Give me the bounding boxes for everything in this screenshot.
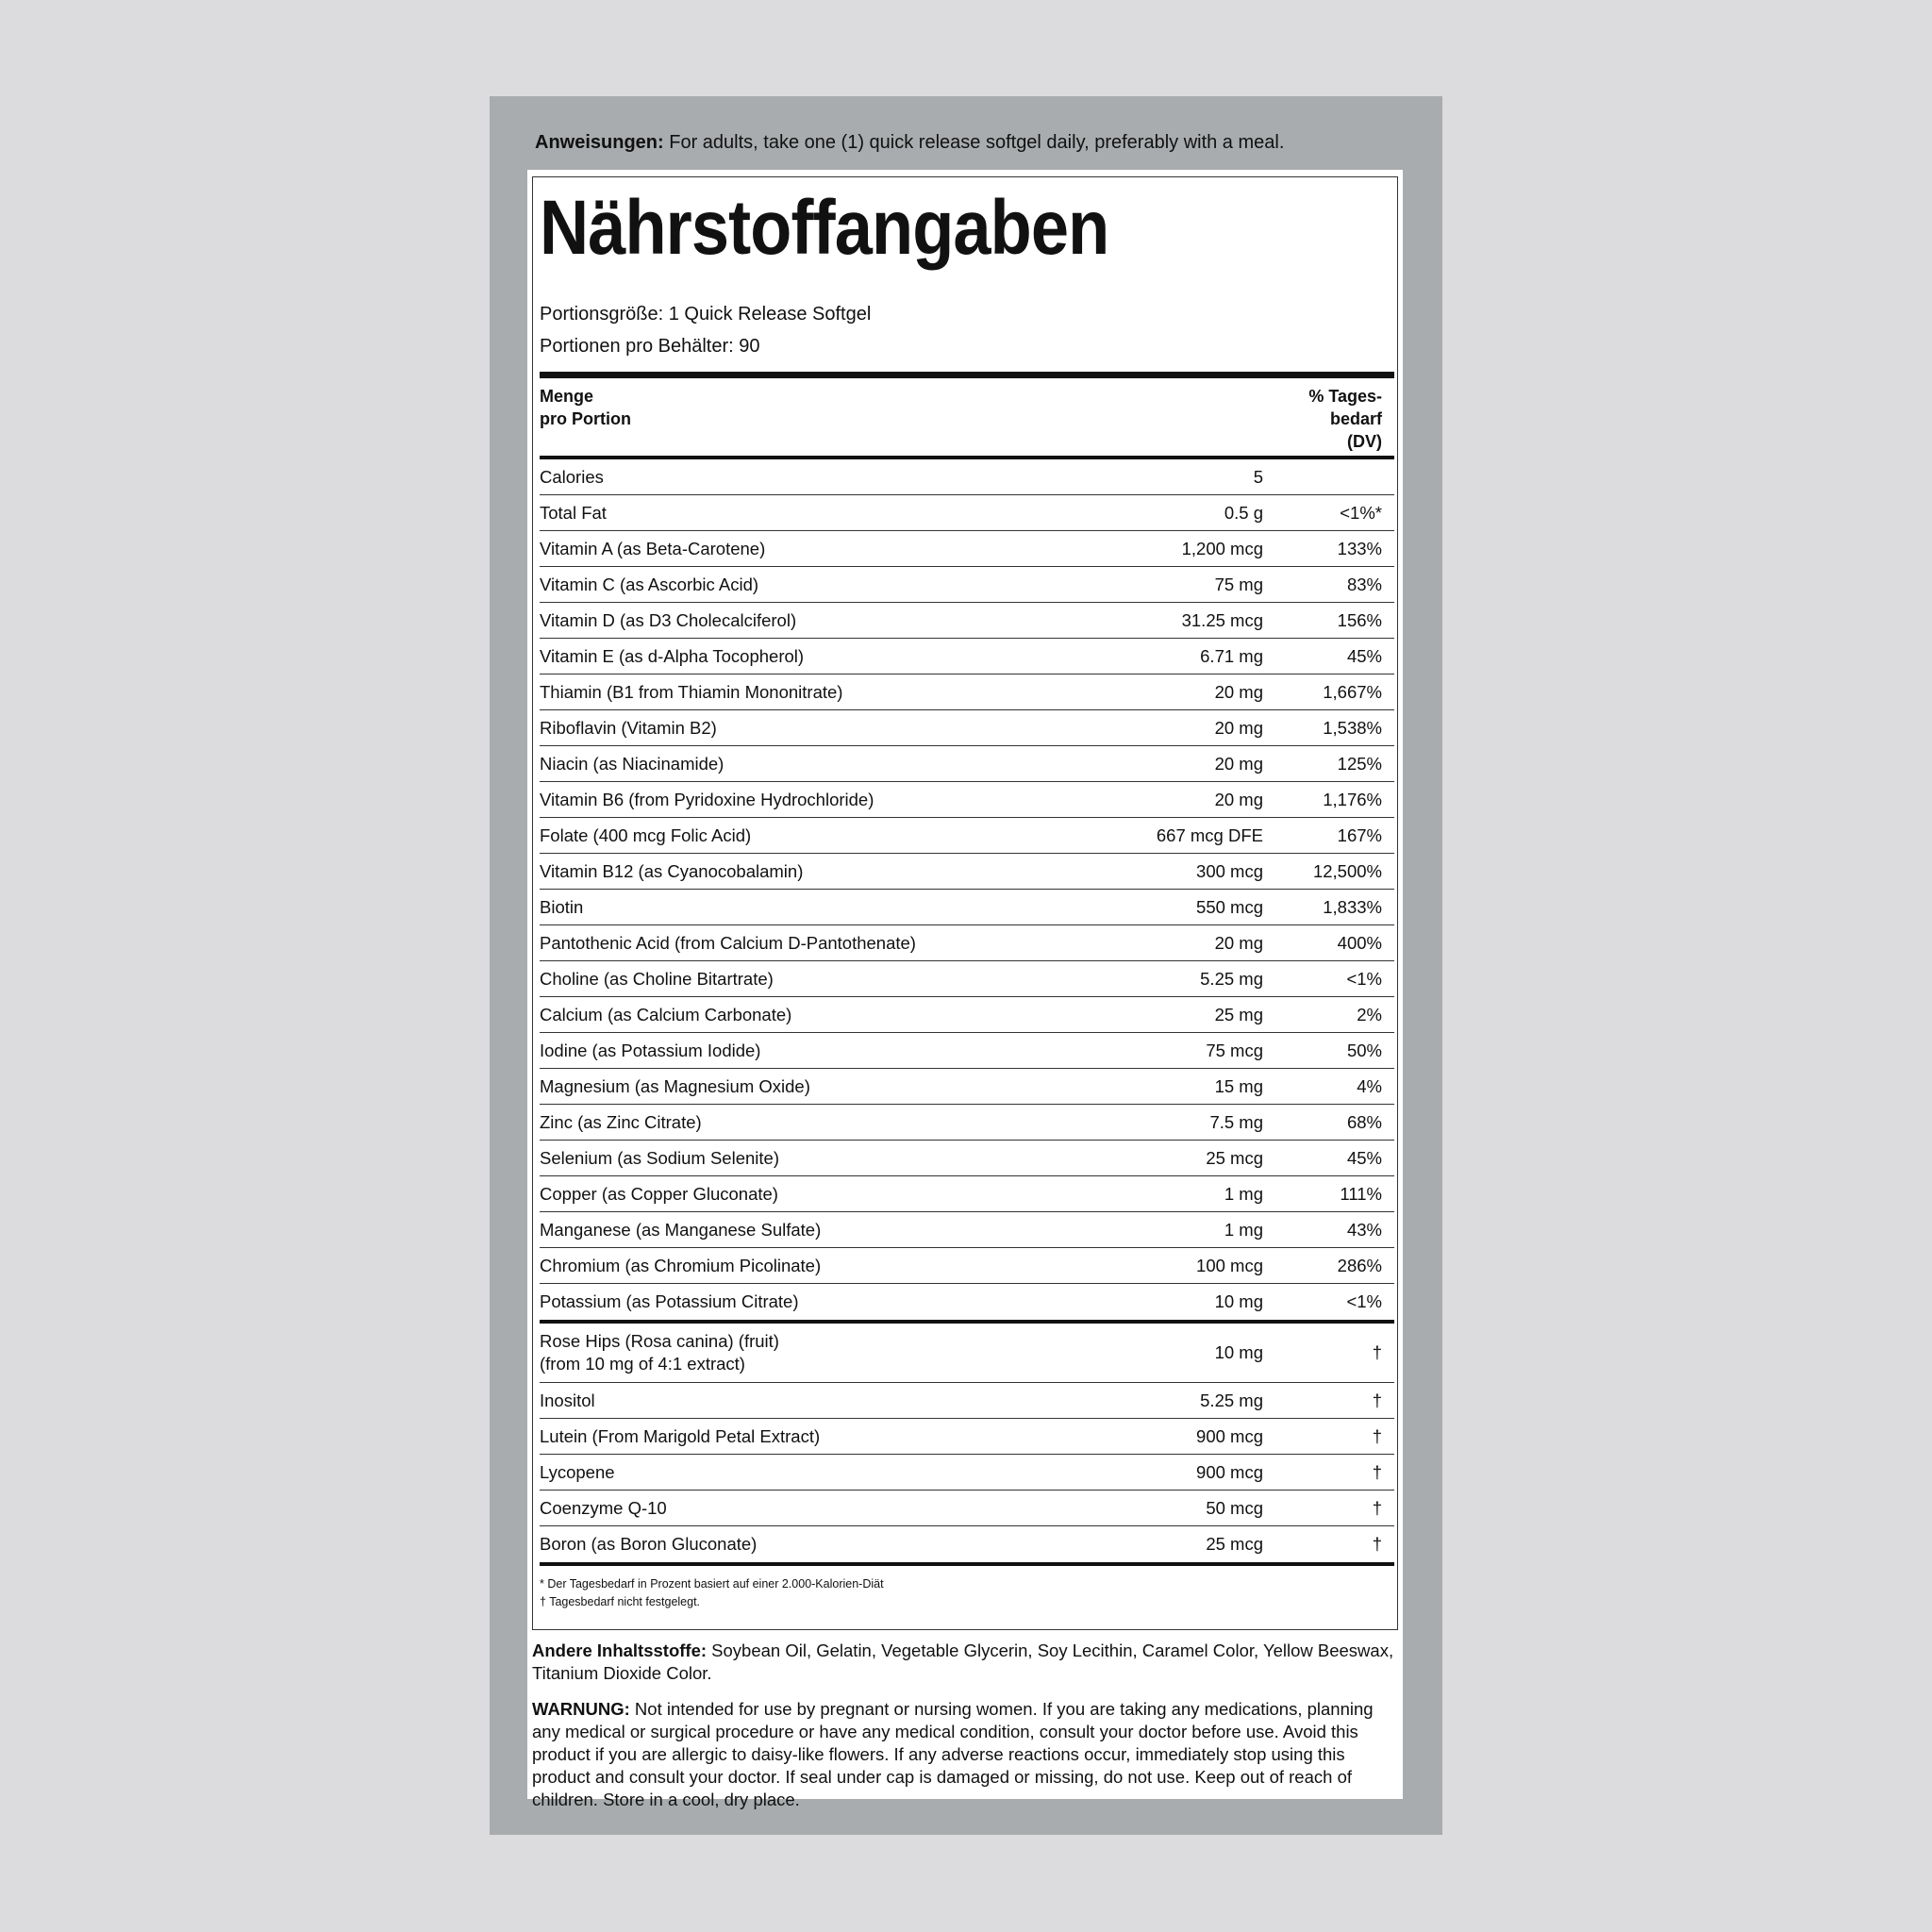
nutrient-row [540, 782, 1394, 818]
directions-text: For adults, take one (1) quick release softgel daily, preferably with a meal. [663, 132, 1285, 153]
nutrient-name [540, 896, 1074, 919]
nutrient-row [540, 1455, 1394, 1491]
nutrient-name-line: Zinc (as Zinc Citrate) [540, 1111, 702, 1132]
nutrient-amount: 20 mg [1214, 932, 1263, 953]
other-ingredients-label: Andere Inhaltsstoffe: [532, 1641, 708, 1660]
nutrient-amount: 25 mg [1214, 1004, 1263, 1024]
nutrient-name-line-2: (from 10 mg of 4:1 extract) [540, 1354, 745, 1374]
nutrient-amount: 900 mcg [1196, 1461, 1263, 1482]
nutrient-daily-value: 1,833% [1323, 896, 1382, 917]
nutrient-name-line: Calories [540, 466, 604, 487]
nutrient-amount: 25 mcg [1206, 1147, 1263, 1168]
nutrient-name-line: Total Fat [540, 502, 607, 523]
header-amount [540, 385, 631, 456]
header-daily-value [1308, 385, 1394, 456]
nutrient-amount: 20 mg [1214, 789, 1263, 809]
nutrient-name-line: Vitamin B12 (as Cyanocobalamin) [540, 860, 804, 881]
footnote-not-established: † Tagesbedarf nicht festgelegt. [540, 1595, 701, 1608]
warning-label: WARNUNG: [532, 1699, 630, 1719]
nutrient-name [540, 1255, 1074, 1277]
nutrient-daily-value: † [1372, 1534, 1382, 1554]
nutrient-row [540, 675, 1394, 710]
nutrient-name [540, 1004, 1074, 1026]
nutrient-name-line: Riboflavin (Vitamin B2) [540, 717, 717, 738]
nutrient-name-line: Lycopene [540, 1461, 615, 1482]
nutrient-daily-value: 45% [1346, 645, 1382, 666]
nutrient-name-line: Vitamin E (as d-Alpha Tocopherol) [540, 645, 805, 666]
nutrition-facts-inner [540, 177, 1394, 1611]
nutrient-row [540, 603, 1394, 639]
nutrient-name [540, 1183, 1074, 1206]
nutrient-amount: 6.71 mg [1200, 645, 1263, 666]
bottom-rule [540, 1562, 1394, 1566]
header-amount-line-2: pro Portion [540, 409, 631, 428]
nutrient-amount: 15 mg [1214, 1075, 1263, 1096]
nutrient-name [540, 1461, 1074, 1484]
nutrient-amount: 25 mcg [1206, 1534, 1263, 1554]
nutrient-amount: 31.25 mcg [1181, 609, 1263, 630]
nutrient-row [540, 961, 1394, 997]
nutrient-daily-value: † [1372, 1497, 1382, 1518]
nutrient-row [540, 1491, 1394, 1526]
nutrient-name-line: Choline (as Choline Bitartrate) [540, 968, 774, 989]
nutrient-amount: 20 mg [1214, 681, 1263, 702]
nutrient-name-line: Boron (as Boron Gluconate) [540, 1534, 758, 1554]
nutrient-name-line: Vitamin C (as Ascorbic Acid) [540, 574, 759, 594]
nutrient-name-line: Folate (400 mcg Folic Acid) [540, 824, 752, 845]
other-ingredients-text: Soybean Oil, Gelatin, Vegetable Glycerin, Soy Lecithin, Caramel Color, Yellow Beeswax, Titanium Dioxide Color. [532, 1641, 1394, 1683]
nutrient-row [540, 1324, 1394, 1383]
nutrient-amount: 75 mg [1214, 574, 1263, 594]
nutrient-name [540, 466, 1074, 489]
thick-rule [540, 372, 1394, 378]
nutrient-name [540, 1219, 1074, 1241]
nutrient-name-line: Selenium (as Sodium Selenite) [540, 1147, 779, 1168]
warning-text: Not intended for use by pregnant or nursing women. If you are taking any medications, planning any medical or surgical procedure or have any medical condition, consult your doctor before use. Avoid this product if you are allergic to daisy-like flowers. If any adverse reactions occur, immediately stop using this product and consult your doctor. If seal under cap is damaged or missing, do not use. Keep out of reach of children. Store in a cool, dry place. [532, 1699, 1374, 1809]
header-dv-line-1: % Tages- [1308, 387, 1382, 406]
nutrient-row [540, 854, 1394, 890]
nutrient-daily-value: 68% [1346, 1111, 1382, 1132]
nutrient-daily-value: 1,176% [1323, 789, 1382, 809]
nutrient-daily-value: 43% [1346, 1219, 1382, 1240]
nutrient-name [540, 753, 1074, 775]
nutrient-amount: 300 mcg [1196, 860, 1263, 881]
nutrient-row [540, 890, 1394, 925]
nutrient-name [540, 574, 1074, 596]
nutrient-name-line: Vitamin B6 (from Pyridoxine Hydrochloride) [540, 789, 874, 809]
nutrient-name [540, 1291, 1074, 1313]
nutrient-amount: 667 mcg DFE [1156, 824, 1263, 845]
nutrient-daily-value: 45% [1346, 1147, 1382, 1168]
nutrient-row [540, 459, 1394, 495]
nutrient-amount: 1 mg [1224, 1183, 1263, 1204]
nutrient-row [540, 567, 1394, 603]
nutrient-name [540, 1390, 1074, 1412]
nutrient-amount: 100 mcg [1196, 1255, 1263, 1275]
nutrient-name [540, 968, 1074, 991]
nutrient-amount: 20 mg [1214, 717, 1263, 738]
nutrient-name-line: Chromium (as Chromium Picolinate) [540, 1255, 822, 1275]
nutrient-name [540, 1147, 1074, 1170]
nutrient-row [540, 746, 1394, 782]
nutrient-daily-value: <1% [1346, 968, 1382, 989]
nutrient-amount: 5.25 mg [1200, 968, 1263, 989]
nutrient-amount: 550 mcg [1196, 896, 1263, 917]
nutrient-amount: 7.5 mg [1209, 1111, 1263, 1132]
nutrient-name-line: Niacin (as Niacinamide) [540, 753, 724, 774]
nutrient-name [540, 1330, 1074, 1375]
nutrient-name-line: Lutein (From Marigold Petal Extract) [540, 1425, 821, 1446]
nutrient-name-line: Vitamin A (as Beta-Carotene) [540, 538, 766, 558]
nutrient-name [540, 502, 1074, 525]
nutrient-amount: 900 mcg [1196, 1425, 1263, 1446]
servings-per-container: Portionen pro Behälter: 90 [540, 336, 760, 357]
nutrient-daily-value: <1%* [1340, 502, 1382, 523]
nutrient-daily-value: † [1372, 1390, 1382, 1410]
nutrient-daily-value: † [1372, 1425, 1382, 1446]
nutrient-name-line: Coenzyme Q-10 [540, 1497, 667, 1518]
nutrient-daily-value: 133% [1337, 538, 1382, 558]
nutrient-daily-value: 286% [1337, 1255, 1382, 1275]
nutrient-name-line: Magnesium (as Magnesium Oxide) [540, 1075, 810, 1096]
nutrient-name [540, 1111, 1074, 1134]
nutrient-daily-value: 4% [1357, 1075, 1382, 1096]
nutrient-row [540, 495, 1394, 531]
nutrient-daily-value: 125% [1337, 753, 1382, 774]
directions [535, 128, 1422, 157]
nutrient-name-line: Pantothenic Acid (from Calcium D-Pantothenate) [540, 932, 916, 953]
nutrient-row [540, 1212, 1394, 1248]
nutrient-name-line: Potassium (as Potassium Citrate) [540, 1291, 799, 1311]
nutrient-daily-value: 156% [1337, 609, 1382, 630]
nutrient-row [540, 1383, 1394, 1419]
nutrient-row [540, 1105, 1394, 1141]
nutrient-amount: 5.25 mg [1200, 1390, 1263, 1410]
nutrient-row [540, 1526, 1394, 1562]
nutrient-daily-value: 167% [1337, 824, 1382, 845]
nutrient-row [540, 531, 1394, 567]
nutrient-name [540, 609, 1074, 632]
serving-size: Portionsgröße: 1 Quick Release Softgel [540, 304, 872, 325]
column-header [540, 378, 1394, 456]
nutrient-name-line: Iodine (as Potassium Iodide) [540, 1040, 761, 1060]
nutrient-daily-value: † [1372, 1342, 1382, 1362]
nutrient-name [540, 717, 1074, 740]
nutrient-daily-value: 50% [1346, 1040, 1382, 1060]
nutrient-name [540, 538, 1074, 560]
other-nutrient-rows [540, 1324, 1394, 1562]
nutrient-row [540, 710, 1394, 746]
nutrient-daily-value: 1,667% [1323, 681, 1382, 702]
nutrient-daily-value: 2% [1357, 1004, 1382, 1024]
nutrient-daily-value: † [1372, 1461, 1382, 1482]
nutrient-row [540, 639, 1394, 675]
footnote-daily-value: * Der Tagesbedarf in Prozent basiert auf einer 2.000-Kalorien-Diät [540, 1577, 884, 1591]
footnotes [540, 1575, 1394, 1611]
nutrient-rows [540, 459, 1394, 1320]
nutrient-name-line: Vitamin D (as D3 Cholecalciferol) [540, 609, 797, 630]
nutrient-name [540, 860, 1074, 883]
nutrient-daily-value: 111% [1340, 1183, 1382, 1204]
nutrient-daily-value: 400% [1337, 932, 1382, 953]
nutrient-row [540, 997, 1394, 1033]
nutrient-amount: 0.5 g [1224, 502, 1263, 523]
nutrient-daily-value: 83% [1346, 574, 1382, 594]
nutrient-daily-value: 1,538% [1323, 717, 1382, 738]
nutrient-amount: 10 mg [1214, 1291, 1263, 1311]
nutrient-daily-value: <1% [1346, 1291, 1382, 1311]
nutrient-name [540, 932, 1074, 955]
nutrient-amount: 75 mcg [1206, 1040, 1263, 1060]
other-ingredients [532, 1640, 1400, 1685]
nutrient-name-line: Inositol [540, 1390, 595, 1410]
nutrition-facts-box [532, 176, 1398, 1630]
header-dv-line-2: bedarf [1329, 409, 1382, 428]
nutrient-name [540, 824, 1074, 847]
nutrient-name-line: Rose Hips (Rosa canina) (fruit) [540, 1331, 779, 1351]
nutrient-row [540, 925, 1394, 961]
nutrient-row [540, 1419, 1394, 1455]
nutrient-amount: 10 mg [1214, 1342, 1263, 1362]
nutrient-name-line: Biotin [540, 896, 584, 917]
nutrient-row [540, 1069, 1394, 1105]
nutrient-name [540, 1425, 1074, 1448]
nutrient-row [540, 1033, 1394, 1069]
nutrient-name-line: Thiamin (B1 from Thiamin Mononitrate) [540, 681, 843, 702]
header-dv-line-3: (DV) [1347, 432, 1382, 451]
nutrient-row [540, 818, 1394, 854]
nutrient-name [540, 1533, 1074, 1556]
nutrient-name [540, 645, 1074, 668]
nutrient-amount: 5 [1253, 466, 1263, 487]
header-amount-line-1: Menge [540, 387, 594, 406]
nutrient-name [540, 1497, 1074, 1520]
nutrient-name [540, 681, 1074, 704]
nutrient-name [540, 1040, 1074, 1062]
nutrient-daily-value: 12,500% [1312, 860, 1382, 881]
nutrient-name-line: Calcium (as Calcium Carbonate) [540, 1004, 792, 1024]
nutrient-name-line: Manganese (as Manganese Sulfate) [540, 1219, 822, 1240]
facts-title: Nährstoffangaben [540, 185, 1109, 271]
nutrient-name [540, 1075, 1074, 1098]
nutrient-row [540, 1141, 1394, 1176]
nutrient-name-line: Copper (as Copper Gluconate) [540, 1183, 778, 1204]
nutrient-row [540, 1176, 1394, 1212]
warning [532, 1698, 1400, 1811]
nutrient-amount: 1 mg [1224, 1219, 1263, 1240]
directions-label: Anweisungen: [535, 132, 664, 153]
nutrient-row [540, 1284, 1394, 1320]
nutrient-name [540, 789, 1074, 811]
nutrient-row [540, 1248, 1394, 1284]
nutrient-amount: 20 mg [1214, 753, 1263, 774]
nutrient-amount: 1,200 mcg [1181, 538, 1263, 558]
nutrient-amount: 50 mcg [1206, 1497, 1263, 1518]
